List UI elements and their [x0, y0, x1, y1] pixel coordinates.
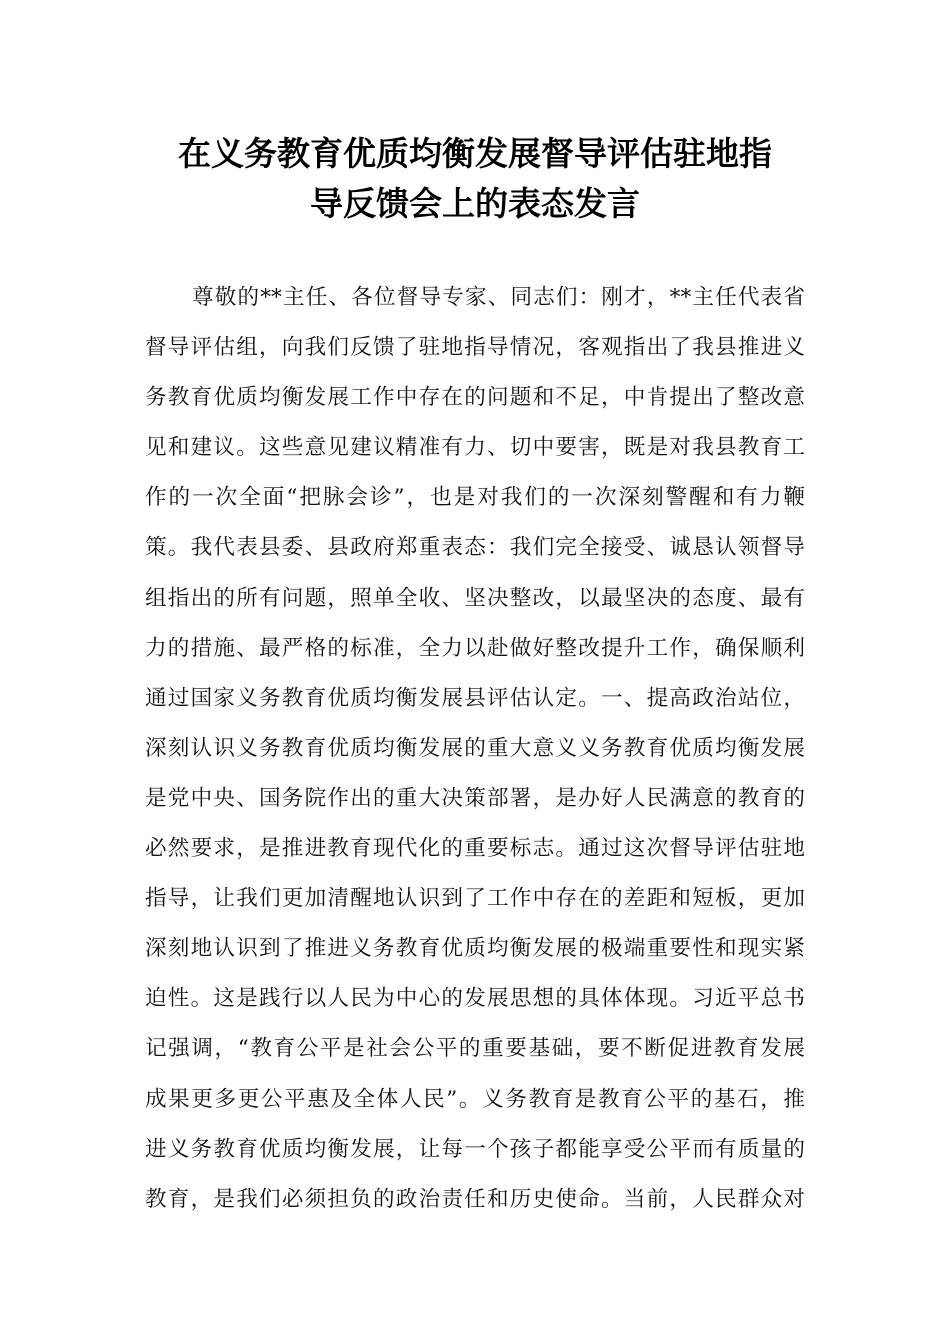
body-line: 策。我代表县委、县政府郑重表态：我们完全接受、诚恳认领督导 [145, 535, 805, 561]
body-line: 务教育优质均衡发展工作中存在的问题和不足，中肯提出了整改意 [145, 385, 805, 411]
body-line: 力的措施、最严格的标准，全力以赴做好整改提升工作，确保顺利 [145, 635, 805, 661]
body-line: 迫性。这是践行以人民为中心的发展思想的具体体现。习近平总书 [145, 986, 805, 1012]
body-line: 通过国家义务教育优质均衡发展县评估认定。一、提高政治站位， [145, 685, 805, 711]
document-title-line-2: 导反馈会上的表态发言 [310, 184, 640, 223]
body-line: 必然要求，是推进教育现代化的重要标志。通过这次督导评估驻地 [145, 836, 805, 862]
body-line: 是党中央、国务院作出的重大决策部署，是办好人民满意的教育的 [145, 785, 805, 811]
body-line: 进义务教育优质均衡发展，让每一个孩子都能享受公平而有质量的 [145, 1136, 805, 1162]
body-line: 记强调，“教育公平是社会公平的重要基础，要不断促进教育发展 [145, 1036, 805, 1062]
body-line: 成果更多更公平惠及全体人民”。义务教育是教育公平的基石，推 [145, 1086, 805, 1112]
body-line: 教育，是我们必须担负的政治责任和历史使命。当前，人民群众对 [145, 1186, 805, 1212]
document-title-line-1: 在义务教育优质均衡发展督导评估驻地指 [178, 134, 772, 173]
body-line: 组指出的所有问题，照单全收、坚决整改，以最坚决的态度、最有 [145, 585, 805, 611]
body-line: 深刻认识义务教育优质均衡发展的重大意义义务教育优质均衡发展 [145, 735, 805, 761]
document-body [145, 280, 805, 1232]
body-line: 尊敬的**主任、各位督导专家、同志们：刚才，**主任代表省 [192, 285, 805, 310]
body-line: 见和建议。这些意见建议精准有力、切中要害，既是对我县教育工 [145, 435, 805, 461]
body-line: 指导，让我们更加清醒地认识到了工作中存在的差距和短板，更加 [145, 886, 805, 912]
body-line: 作的一次全面“把脉会诊”，也是对我们的一次深刻警醒和有力鞭 [145, 485, 805, 511]
body-line: 督导评估组，向我们反馈了驻地指导情况，客观指出了我县推进义 [145, 335, 805, 361]
body-line: 深刻地认识到了推进义务教育优质均衡发展的极端重要性和现实紧 [145, 936, 805, 962]
